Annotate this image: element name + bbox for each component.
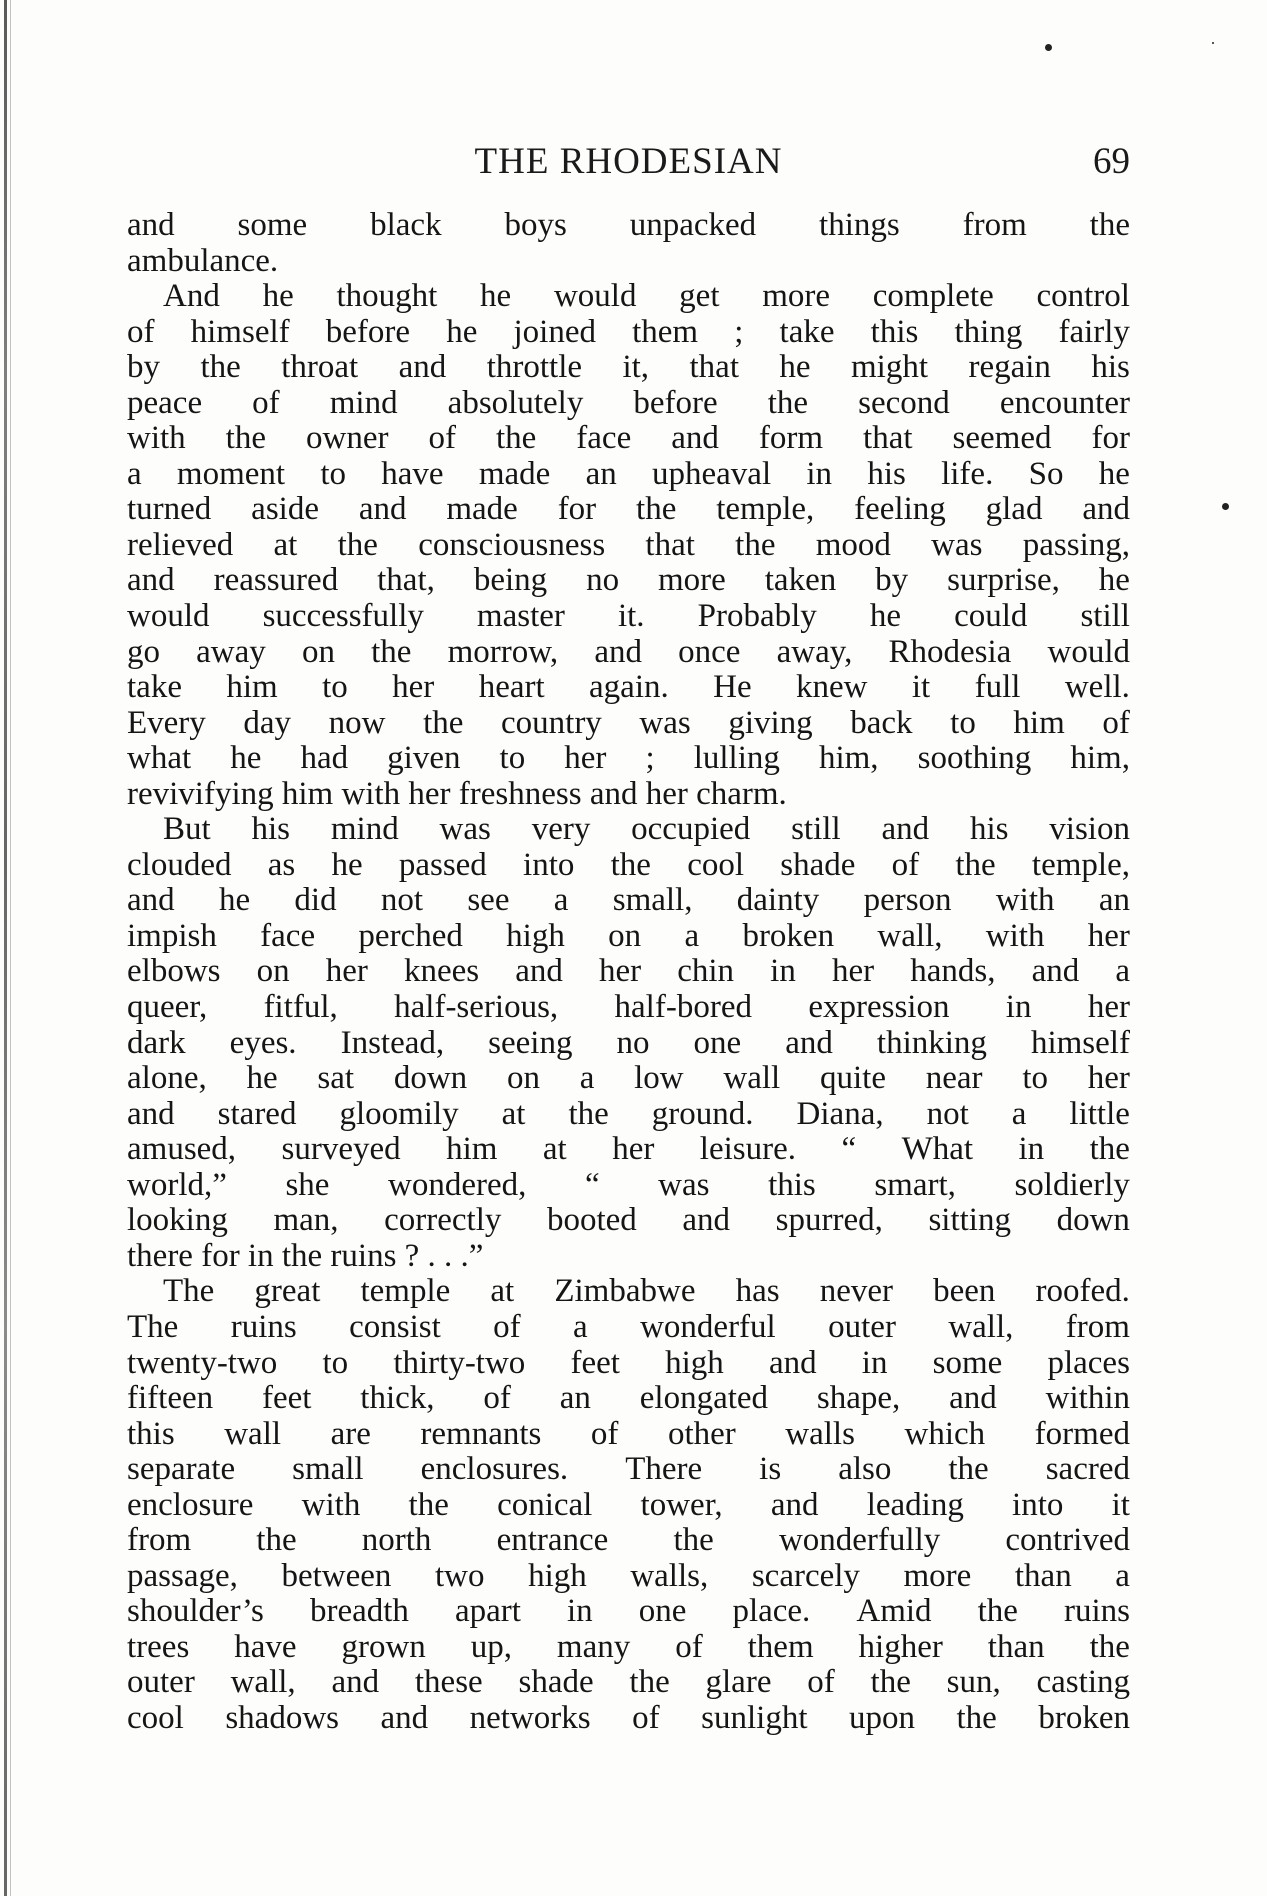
text-line: peace of mind absolutely before the second encounter [127,384,1130,421]
text-line: ambulance. [127,242,279,279]
ink-speck [1045,44,1052,51]
running-header [127,140,1130,190]
text-line: trees have grown up, many of them higher than the [127,1628,1130,1665]
text-line: elbows on her knees and her chin in her hands, and a [127,953,1130,990]
text-line: twenty-two to thirty-two feet high and in some places [127,1344,1130,1381]
text-line: with the owner of the face and form that seemed for [127,420,1130,457]
ink-speck [1222,503,1229,510]
text-line: queer, fitful, half-serious, half-bored expression in her [127,989,1130,1026]
text-line: cool shadows and networks of sunlight upon the broken [127,1699,1130,1736]
text-line: separate small enclosures. There is also the sacred [127,1451,1130,1488]
text-line: what he had given to her ; lulling him, soothing him, [127,740,1130,777]
text-line: would successfully master it. Probably he could still [127,598,1130,635]
text-line: fifteen feet thick, of an elongated shape, and within [127,1380,1130,1417]
running-title: THE RHODESIAN [474,141,783,182]
text-line: Every day now the country was giving back to him of [127,704,1130,741]
text-line: alone, he sat down on a low wall quite near to her [127,1060,1130,1097]
text-line: outer wall, and these shade the glare of the sun, casting [127,1664,1130,1701]
body-text [127,208,1130,1737]
text-line: enclosure with the conical tower, and leading into it [127,1486,1130,1523]
text-line: revivifying him with her freshness and her charm. [127,775,787,812]
text-line: clouded as he passed into the cool shade of the temple, [127,846,1130,883]
text-line: turned aside and made for the temple, feeling glad and [127,491,1130,528]
text-line: impish face perched high on a broken wall, with her [127,917,1130,954]
text-line: from the north entrance the wonderfully contrived [127,1522,1130,1559]
ink-speck [1212,42,1214,44]
text-line: and reassured that, being no more taken by surprise, he [127,562,1130,599]
text-line: amused, surveyed him at her leisure. “ What in the [127,1131,1130,1168]
text-line: by the throat and throttle it, that he might regain his [127,349,1130,386]
text-line: go away on the morrow, and once away, Rhodesia would [127,633,1130,670]
text-line: and he did not see a small, dainty person with an [127,882,1130,919]
page-binding-shadow [10,0,11,1896]
text-line: take him to her heart again. He knew it full well. [127,669,1130,706]
text-line: But his mind was very occupied still and his vision [163,811,1130,848]
text-line: and some black boys unpacked things from the [127,207,1130,243]
page-number: 69 [1093,141,1130,182]
text-line: there for in the ruins ? . . .” [127,1237,484,1274]
text-line: of himself before he joined them ; take this thing fairly [127,313,1130,350]
text-line: relieved at the consciousness that the mood was passing, [127,526,1130,563]
text-line: world,” she wondered, “ was this smart, soldierly [127,1166,1130,1203]
text-line: a moment to have made an upheaval in his life. So he [127,455,1130,492]
text-line: And he thought he would get more complete control [163,278,1130,315]
text-line: looking man, correctly booted and spurred, sitting down [127,1202,1130,1239]
text-line: passage, between two high walls, scarcely more than a [127,1557,1130,1594]
text-line: and stared gloomily at the ground. Diana, not a little [127,1095,1130,1132]
text-line: The ruins consist of a wonderful outer wall, from [127,1308,1130,1345]
page-binding-edge [4,0,7,1896]
text-line: dark eyes. Instead, seeing no one and thinking himself [127,1024,1130,1061]
text-line: shoulder’s breadth apart in one place. Amid the ruins [127,1593,1130,1630]
text-line: this wall are remnants of other walls which formed [127,1415,1130,1452]
text-line: The great temple at Zimbabwe has never been roofed. [163,1273,1130,1310]
